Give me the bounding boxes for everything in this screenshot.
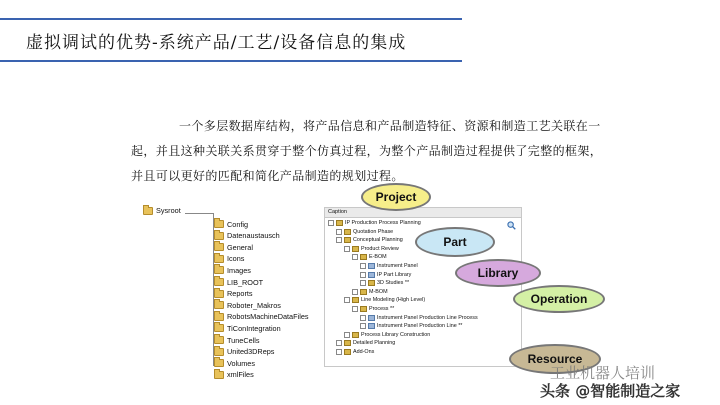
folder-icon <box>214 359 224 367</box>
tree-folder-label: LIB_ROOT <box>227 277 264 287</box>
tree-folder-label: Volumes <box>227 358 255 368</box>
planning-tree-row[interactable] <box>344 245 399 253</box>
folder-icon <box>360 254 367 260</box>
folder-icon <box>214 220 224 228</box>
folder-icon <box>368 280 375 286</box>
expand-toggle-icon[interactable] <box>336 340 342 346</box>
expand-toggle-icon[interactable] <box>360 323 366 329</box>
expand-toggle-icon[interactable] <box>360 272 366 278</box>
planning-tree-row[interactable] <box>360 262 418 270</box>
folder-icon <box>344 229 351 235</box>
caption-header: Caption <box>325 208 521 218</box>
folder-icon <box>352 332 359 338</box>
planning-tree-row[interactable] <box>360 322 462 330</box>
tree-folder-label: TuneCells <box>227 335 260 345</box>
planning-tree-label: E-BOM <box>369 254 387 261</box>
tree-folder-item[interactable] <box>214 322 281 334</box>
title-rule-bottom <box>0 60 462 62</box>
folder-icon <box>214 232 224 240</box>
expand-toggle-icon[interactable] <box>352 289 358 295</box>
tree-folder-item[interactable] <box>214 299 281 311</box>
planning-tree-label: IP Production Process Planning <box>345 220 421 226</box>
expand-toggle-icon[interactable] <box>360 280 366 286</box>
planning-tree-row[interactable] <box>352 288 388 296</box>
expand-toggle-icon[interactable] <box>336 229 342 235</box>
expand-toggle-icon[interactable] <box>344 246 350 252</box>
folder-icon <box>344 349 351 355</box>
folder-icon <box>214 290 224 298</box>
tree-folder-label: Reports <box>227 289 253 299</box>
folder-icon <box>214 348 224 356</box>
planning-tree-row[interactable] <box>336 236 403 244</box>
planning-tree-row[interactable] <box>336 348 374 356</box>
planning-tree-row[interactable] <box>336 339 395 347</box>
watermark-line2: 头条 @智能制造之家 <box>540 382 681 400</box>
expand-toggle-icon[interactable] <box>344 297 350 303</box>
tree-folder-item[interactable] <box>214 369 254 381</box>
planning-tree-row[interactable] <box>344 331 430 339</box>
tree-folder-label: Images <box>227 265 251 275</box>
planning-tree-row[interactable] <box>360 271 411 279</box>
folder-icon <box>214 278 224 286</box>
folder-icon <box>214 243 224 251</box>
folder-icon <box>214 336 224 344</box>
planning-tree-label: Instrument Panel <box>377 263 418 269</box>
folder-icon <box>344 237 351 243</box>
tree-folder-label: Roboter_Makros <box>227 300 281 310</box>
tree-folder-item[interactable] <box>214 357 255 369</box>
planning-tree-row[interactable] <box>328 219 421 227</box>
planning-tree-label: IP Part Library <box>377 271 412 278</box>
object-icon <box>368 272 375 278</box>
library-bubble: Library <box>455 259 541 287</box>
object-icon <box>368 315 375 321</box>
planning-tree-label: 3D Studies ** <box>377 280 410 287</box>
planning-tree-label: Conceptual Planning <box>353 237 403 244</box>
slide-title: 虚拟调试的优势-系统产品/工艺/设备信息的集成 <box>26 33 407 53</box>
planning-tree-row[interactable] <box>336 228 393 236</box>
expand-toggle-icon[interactable] <box>336 349 342 355</box>
tree-folder-item[interactable] <box>214 218 248 230</box>
folder-icon <box>143 207 153 215</box>
folder-icon <box>352 246 359 252</box>
paragraph-text: 一个多层数据库结构，将产品信息和产品制造特征、资源和制造工艺关联在一起，并且这种关联关系贯穿于整个仿真过程，为整个产品制造过程提供了完整的框架，并且可以更好的匹配和简化产品制造的规划过程。 <box>131 119 603 183</box>
expand-toggle-icon[interactable] <box>352 254 358 260</box>
tree-folder-item[interactable] <box>214 253 244 265</box>
expand-toggle-icon[interactable] <box>328 220 334 226</box>
watermark-line1: 工业机器人培训 <box>550 364 656 382</box>
resource-bubble: Resource <box>509 344 601 374</box>
tree-folder-label: General <box>227 242 253 252</box>
planning-tree-label: Process Library Construction <box>361 331 431 338</box>
folder-icon <box>344 340 351 346</box>
folder-icon <box>214 301 224 309</box>
tree-folder-label: Config <box>227 219 249 229</box>
folder-icon <box>214 371 224 379</box>
planning-tree-label: Quotation Phase <box>353 228 394 235</box>
title-rule-top <box>0 18 462 20</box>
folder-icon <box>214 266 224 274</box>
tree-folder-label: United3DReps <box>227 347 275 357</box>
tree-folder-item[interactable] <box>214 230 280 242</box>
planning-tree-label: Process ** <box>369 306 395 312</box>
tree-root-label: Sysroot <box>156 206 181 215</box>
planning-tree-label: Add-Ons <box>353 349 375 355</box>
planning-tree-panel <box>324 207 522 367</box>
tree-folder-item[interactable] <box>214 346 274 358</box>
folder-icon <box>352 297 359 303</box>
folder-icon <box>336 220 343 226</box>
folder-icon <box>214 255 224 263</box>
planning-tree-label: M-BOM <box>369 288 388 295</box>
tree-folder-label: RobotsMachineDataFiles <box>227 312 309 322</box>
expand-toggle-icon[interactable] <box>360 315 366 321</box>
planning-tree-row[interactable] <box>352 253 387 261</box>
tree-folder-item[interactable] <box>214 276 263 288</box>
search-icon[interactable] <box>507 221 516 230</box>
object-icon <box>368 323 375 329</box>
tree-folder-item[interactable] <box>214 241 253 253</box>
folder-icon <box>214 313 224 321</box>
expand-toggle-icon[interactable] <box>344 332 350 338</box>
folder-icon <box>360 306 367 312</box>
tree-folder-label: Icons <box>227 254 245 264</box>
tree-folder-item[interactable] <box>214 334 260 346</box>
tree-folder-label: TiConIntegration <box>227 323 281 333</box>
planning-tree-label: Line Modeling (High Level) <box>361 297 426 304</box>
part-bubble: Part <box>415 227 495 257</box>
project-bubble: Project <box>361 183 431 211</box>
tree-folder-item[interactable] <box>214 288 253 300</box>
description-paragraph <box>131 114 609 189</box>
object-icon <box>368 263 375 269</box>
operation-bubble: Operation <box>513 285 605 313</box>
planning-tree-row[interactable] <box>360 314 478 322</box>
planning-tree-row[interactable] <box>360 279 409 287</box>
folder-icon <box>214 324 224 332</box>
tree-folder-label: xmlFiles <box>227 370 254 380</box>
planning-tree-row[interactable] <box>344 296 425 304</box>
tree-folder-item[interactable] <box>214 264 251 276</box>
planning-tree-row[interactable] <box>352 305 394 313</box>
tree-connector <box>185 213 213 214</box>
tree-root[interactable] <box>143 206 181 215</box>
planning-tree-label: Instrument Panel Production Line ** <box>377 323 463 330</box>
expand-toggle-icon[interactable] <box>352 306 358 312</box>
tree-folder-label: Datenaustausch <box>227 231 280 241</box>
expand-toggle-icon[interactable] <box>360 263 366 269</box>
planning-tree-label: Detailed Planning <box>353 340 396 347</box>
folder-icon <box>360 289 367 295</box>
expand-toggle-icon[interactable] <box>336 237 342 243</box>
planning-tree-label: Instrument Panel Production Line Process <box>377 314 478 321</box>
tree-folder-item[interactable] <box>214 311 309 323</box>
planning-tree-label: Product Review <box>361 245 399 252</box>
